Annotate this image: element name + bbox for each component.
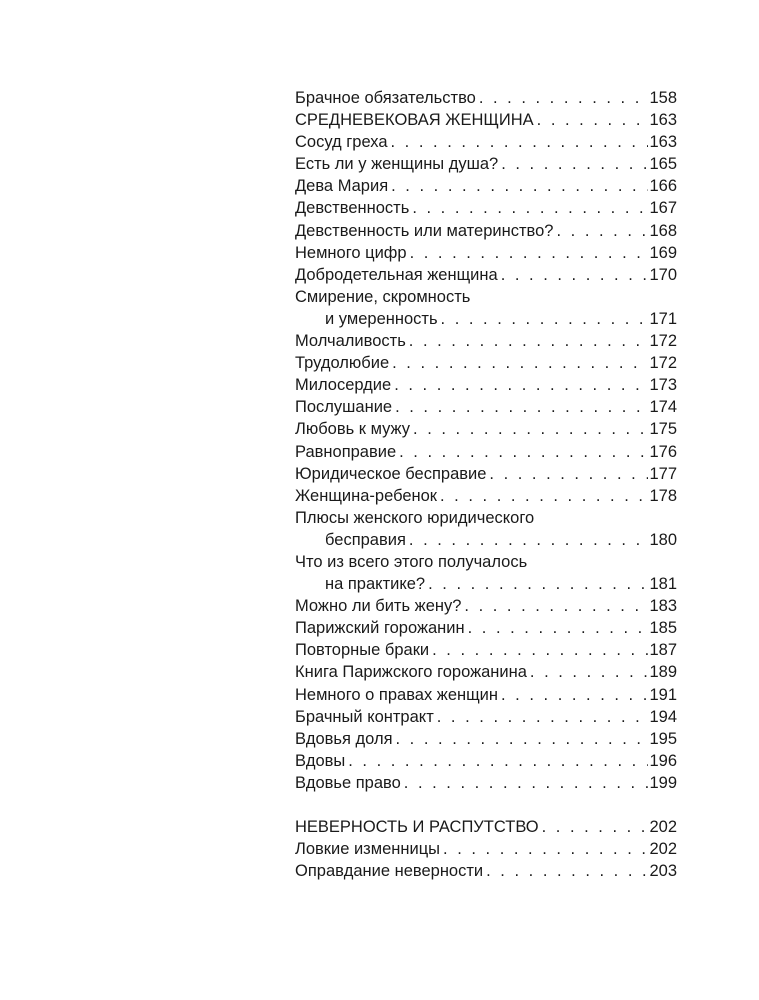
toc-entry-title: Книга Парижского горожанина — [295, 663, 527, 682]
toc-entry — [295, 220, 677, 242]
toc-entry — [295, 485, 677, 507]
toc-entry-page: 194 — [649, 707, 677, 726]
leader-dots — [399, 441, 648, 463]
toc-entry-title: Юридическое бесправие — [295, 464, 487, 483]
leader-dots — [501, 264, 649, 286]
toc-entry — [295, 418, 677, 440]
leader-dots — [391, 175, 648, 197]
toc-entry-page: 185 — [649, 619, 677, 638]
toc-entry-title: Равноправие — [295, 442, 397, 461]
leader-dots — [409, 330, 649, 352]
toc-entry-title: Немного цифр — [295, 243, 407, 262]
toc-entry-title: Милосердие — [295, 376, 392, 395]
toc-entry — [295, 684, 677, 706]
toc-entry-page: 187 — [649, 641, 677, 660]
toc-entry-title: Ловкие изменницы — [295, 840, 441, 859]
toc-entry-title: на практике? — [325, 575, 426, 594]
section-gap — [295, 794, 677, 816]
toc-entry-page: 203 — [649, 862, 677, 881]
toc-entry — [295, 529, 677, 551]
toc-entry-title: НЕВЕРНОСТЬ И РАСПУТСТВО — [295, 818, 539, 837]
toc-entry — [295, 197, 677, 219]
toc-entry-title: Женщина-ребенок — [295, 486, 438, 505]
toc-entry — [295, 396, 677, 418]
leader-dots — [410, 242, 649, 264]
leader-dots — [348, 750, 648, 772]
toc-entry — [295, 595, 677, 617]
toc-entry — [295, 860, 677, 882]
toc-entry-page: 195 — [649, 729, 677, 748]
leader-dots — [464, 595, 648, 617]
leader-dots — [404, 772, 649, 794]
toc-entry-title: Послушание — [295, 398, 393, 417]
toc-entry-title: Сосуд греха — [295, 133, 388, 152]
leader-dots — [537, 109, 649, 131]
toc-entry-title-line1: Что из всего этого получалось — [295, 552, 528, 571]
toc-entry-page: 167 — [649, 199, 677, 218]
toc-entry — [295, 728, 677, 750]
toc-entry-title: Трудолюбие — [295, 354, 390, 373]
toc-entry-page: 189 — [649, 663, 677, 682]
leader-dots — [501, 684, 648, 706]
leader-dots — [428, 573, 648, 595]
toc-entry-page: 173 — [649, 376, 677, 395]
leader-dots — [391, 131, 649, 153]
toc-entry — [295, 838, 677, 860]
toc-entry — [295, 441, 677, 463]
leader-dots — [413, 418, 648, 440]
toc-entry-page: 175 — [649, 420, 677, 439]
toc-entry — [295, 573, 677, 595]
toc-entry-page: 180 — [649, 530, 677, 549]
toc-entry — [295, 264, 677, 286]
toc-entry-page: 202 — [649, 840, 677, 859]
toc-section-heading — [295, 109, 677, 131]
leader-dots — [501, 153, 648, 175]
leader-dots — [432, 639, 648, 661]
table-of-contents — [295, 87, 677, 882]
leader-dots — [437, 706, 649, 728]
leader-dots — [409, 529, 649, 551]
leader-dots — [412, 197, 648, 219]
toc-entry-page: 174 — [649, 398, 677, 417]
toc-entry-page: 166 — [649, 177, 677, 196]
toc-entry — [295, 750, 677, 772]
toc-entry — [295, 87, 677, 109]
toc-entry-title: Молчаливость — [295, 332, 406, 351]
toc-entry-title-line1: Плюсы женского юридического — [295, 508, 535, 527]
leader-dots — [530, 661, 649, 683]
leader-dots — [486, 860, 648, 882]
toc-entry — [295, 330, 677, 352]
toc-entry — [295, 153, 677, 175]
leader-dots — [396, 728, 649, 750]
leader-dots — [441, 308, 649, 330]
toc-entry-title: Девственность — [295, 199, 410, 218]
toc-entry — [295, 175, 677, 197]
toc-entry-page: 172 — [649, 332, 677, 351]
toc-section-heading — [295, 816, 677, 838]
toc-entry-title: Девственность или материнство? — [295, 221, 554, 240]
toc-entry-title: Немного о правах женщин — [295, 685, 499, 704]
toc-entry-page: 163 — [649, 111, 677, 130]
toc-entry-title: Дева Мария — [295, 177, 389, 196]
toc-entry-page: 181 — [649, 575, 677, 594]
toc-entry — [295, 772, 677, 794]
toc-entry-page: 163 — [649, 133, 677, 152]
toc-entry-page: 199 — [649, 773, 677, 792]
toc-entry-title: Вдовье право — [295, 773, 401, 792]
leader-dots — [479, 87, 649, 109]
toc-entry-page: 168 — [649, 221, 677, 240]
toc-entry-page: 171 — [649, 309, 677, 328]
toc-entry-title: и умеренность — [325, 309, 438, 328]
toc-entry-title: Оправдание неверности — [295, 862, 484, 881]
toc-entry-title: Парижский горожанин — [295, 619, 465, 638]
toc-entry-page: 158 — [649, 89, 677, 107]
leader-dots — [468, 617, 649, 639]
toc-entry-page: 170 — [649, 265, 677, 284]
toc-entry-page: 176 — [649, 442, 677, 461]
toc-entry — [295, 463, 677, 485]
toc-entry-title: Повторные браки — [295, 641, 430, 660]
toc-entry-page: 183 — [649, 597, 677, 616]
toc-entry-page: 202 — [649, 818, 677, 837]
leader-dots — [394, 374, 648, 396]
toc-entry-title: Брачное обязательство — [295, 89, 476, 107]
toc-entry — [295, 308, 677, 330]
toc-entry-title: Есть ли у женщины душа? — [295, 155, 499, 174]
toc-entry-title: бесправия — [325, 530, 406, 549]
toc-entry-page: 191 — [649, 685, 677, 704]
toc-entry-title: Брачный контракт — [295, 707, 434, 726]
toc-entry — [295, 617, 677, 639]
leader-dots — [556, 220, 648, 242]
toc-entry — [295, 639, 677, 661]
toc-entry-page: 169 — [649, 243, 677, 262]
toc-entry — [295, 131, 677, 153]
toc-entry-page: 165 — [649, 155, 677, 174]
leader-dots — [392, 352, 648, 374]
toc-entry — [295, 661, 677, 683]
toc-entry-page: 196 — [649, 751, 677, 770]
toc-entry-page: 177 — [649, 464, 677, 483]
leader-dots — [395, 396, 648, 418]
toc-entry — [295, 352, 677, 374]
toc-entry-title-line1: Смирение, скромность — [295, 287, 471, 306]
leader-dots — [542, 816, 649, 838]
toc-entry-page: 172 — [649, 354, 677, 373]
leader-dots — [440, 485, 648, 507]
toc-entry — [295, 242, 677, 264]
toc-entry-title: Вдовы — [295, 751, 346, 770]
toc-entry-title: Вдовья доля — [295, 729, 393, 748]
toc-entry — [295, 706, 677, 728]
toc-entry-page: 178 — [649, 486, 677, 505]
toc-entry-title: Можно ли бить жену? — [295, 597, 462, 616]
toc-entry — [295, 374, 677, 396]
leader-dots — [443, 838, 648, 860]
toc-entry-title: СРЕДНЕВЕКОВАЯ ЖЕНЩИНА — [295, 111, 534, 130]
toc-entry-title: Любовь к мужу — [295, 420, 411, 439]
leader-dots — [489, 463, 648, 485]
toc-entry-title: Добродетельная женщина — [295, 265, 498, 284]
